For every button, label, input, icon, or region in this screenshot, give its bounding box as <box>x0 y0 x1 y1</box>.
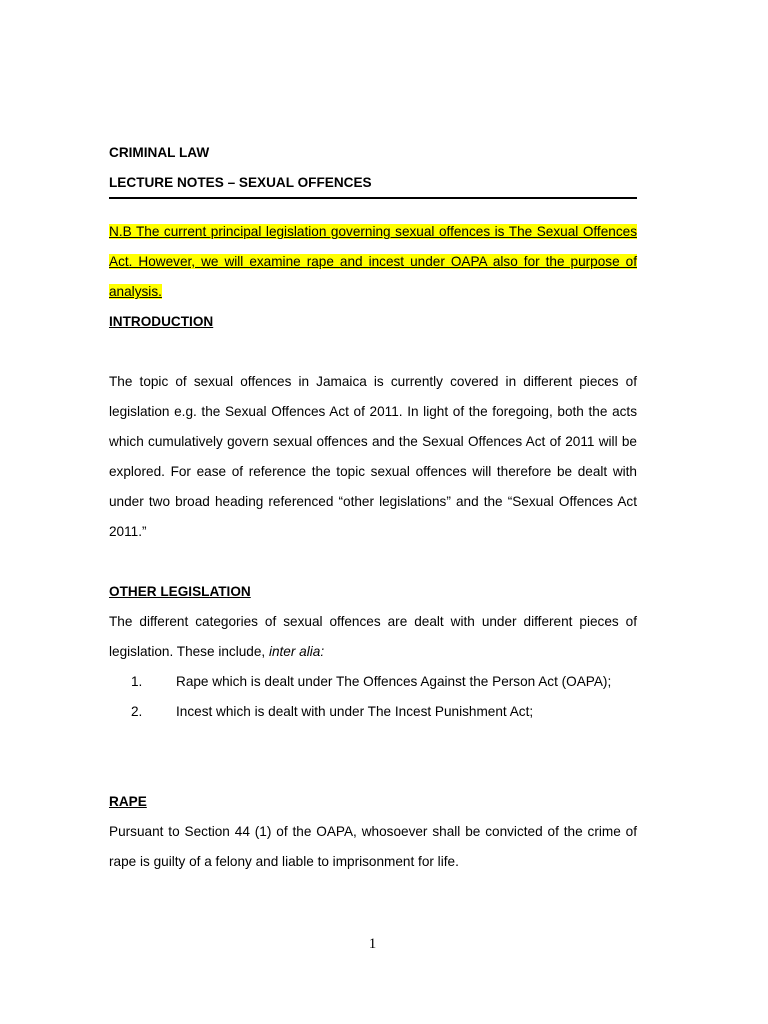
document-subject: CRIMINAL LAW <box>109 145 210 160</box>
document-title: LECTURE NOTES – SEXUAL OFFENCES <box>109 175 372 190</box>
highlighted-note <box>109 217 637 307</box>
list-item-number: 1. <box>131 674 143 689</box>
list-item-number: 2. <box>131 704 143 719</box>
list-item <box>109 667 637 697</box>
inter-alia-text: inter alia: <box>268 644 325 659</box>
rape-paragraph: Pursuant to Section 44 (1) of the OAPA, whosoever shall be convicted of the crime of rape is guilty of a felony and liable to imprisonment for life. <box>109 824 637 869</box>
note-text: N.B The current principal legislation governing sexual offences is The Sexual Offences Act. However, we will examine rape and incest under OAPA also for the purpose of analysis. <box>109 224 637 299</box>
other-legislation-paragraph <box>109 607 637 667</box>
section-heading-introduction: INTRODUCTION <box>109 314 214 329</box>
section-heading-rape: RAPE <box>109 794 147 809</box>
document-body <box>109 138 637 877</box>
page-number: 1 <box>368 936 377 952</box>
introduction-paragraph: The topic of sexual offences in Jamaica is currently covered in different pieces of legislation e.g. the Sexual Offences Act of 2011. In light of the foregoing, both the acts which cumulatively govern sexual offences and the Sexual Offences Act of 2011 will be explored. For ease of reference the topic sexual offences will therefore be dealt with under two broad heading referenced “other legislations” and the “Sexual Offences Act 2011.” <box>109 374 637 539</box>
section-heading-other-legislation: OTHER LEGISLATION <box>109 584 251 599</box>
list-item-text: Rape which is dealt under The Offences Against the Person Act (OAPA); <box>176 674 612 689</box>
list-item-text: Incest which is dealt with under The Incest Punishment Act; <box>176 704 534 719</box>
list-item <box>109 697 637 727</box>
legislation-list <box>109 667 637 727</box>
other-legislation-text: The different categories of sexual offences are dealt with under different pieces of legislation. These include, <box>109 614 637 659</box>
